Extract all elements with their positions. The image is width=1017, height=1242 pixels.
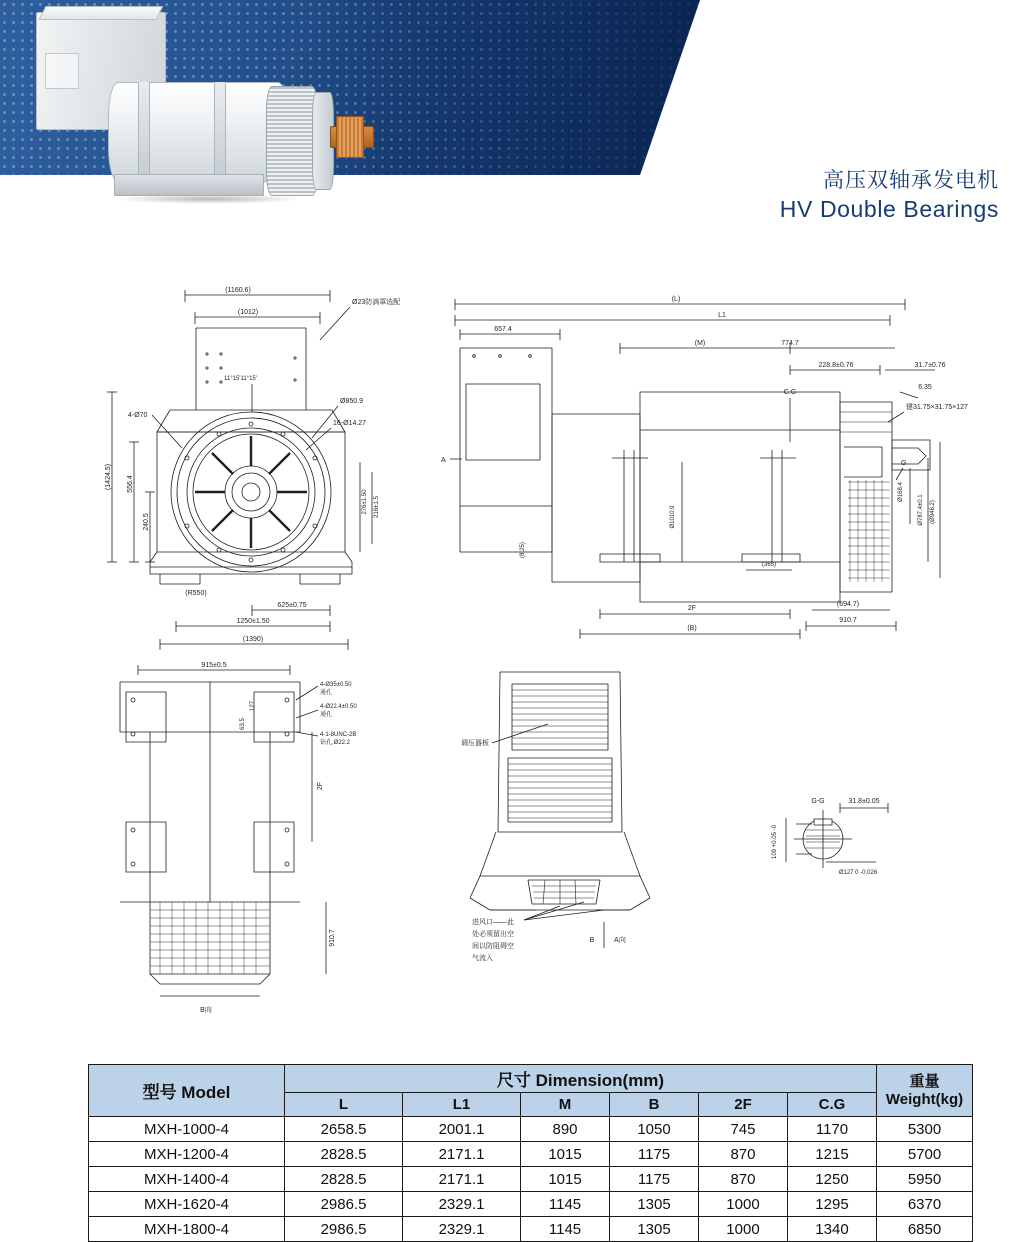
- cell-model: MXH-1400-4: [89, 1167, 285, 1192]
- frame-band-1: [138, 82, 150, 182]
- table-row: [89, 1117, 973, 1142]
- cell-2f: 1000: [699, 1192, 788, 1217]
- generator-frame: [108, 82, 288, 182]
- cell-l: 2658.5: [285, 1117, 403, 1142]
- cell-weight: 5700: [877, 1142, 973, 1167]
- svg-text:调压器板: 调压器板: [461, 740, 489, 747]
- svg-text:B向: B向: [200, 1007, 212, 1014]
- svg-text:Ø23防滴罩选配: Ø23防滴罩选配: [352, 299, 401, 306]
- svg-text:216±1.5: 216±1.5: [374, 496, 380, 518]
- svg-text:31.8±0.05: 31.8±0.05: [848, 798, 880, 805]
- cell-model: MXH-1000-4: [89, 1117, 285, 1142]
- side-view: [441, 296, 968, 639]
- col-header-dimension: 尺寸 Dimension(mm): [285, 1065, 877, 1093]
- cell-weight: 6370: [877, 1192, 973, 1217]
- cell-l: 2986.5: [285, 1192, 403, 1217]
- svg-text:A向: A向: [614, 937, 626, 944]
- svg-text:C.G: C.G: [783, 389, 797, 396]
- svg-text:(B): (B): [687, 625, 697, 632]
- bottom-view: [120, 662, 357, 1014]
- cell-cg: 1250: [787, 1167, 876, 1192]
- cell-l1: 2329.1: [403, 1217, 521, 1242]
- table-row: [89, 1217, 973, 1242]
- cell-2f: 745: [699, 1117, 788, 1142]
- svg-text:(694.7): (694.7): [836, 601, 860, 608]
- cell-b: 1175: [610, 1142, 699, 1167]
- svg-text:Ø787.4±0.1: Ø787.4±0.1: [918, 494, 924, 526]
- svg-text:910.7: 910.7: [839, 617, 857, 624]
- drawing-svg: [0, 262, 1017, 1032]
- svg-text:63.5: 63.5: [240, 718, 246, 730]
- svg-text:Ø127 0 -0.026: Ø127 0 -0.026: [838, 870, 878, 876]
- svg-text:(8.25): (8.25): [520, 542, 526, 558]
- svg-text:键31.75×31.75×127: 键31.75×31.75×127: [906, 404, 968, 411]
- col-header-model: 型号 Model: [89, 1065, 285, 1117]
- generator-photo: [18, 4, 378, 219]
- cell-l1: 2001.1: [403, 1117, 521, 1142]
- cell-2f: 870: [699, 1142, 788, 1167]
- col-header-m: M: [521, 1093, 610, 1117]
- svg-text:31.7±0.76: 31.7±0.76: [914, 362, 946, 369]
- col-header-weight-en: Weight(kg): [885, 1090, 964, 1108]
- cell-l: 2828.5: [285, 1142, 403, 1167]
- cell-m: 1145: [521, 1192, 610, 1217]
- cell-l1: 2171.1: [403, 1167, 521, 1192]
- svg-text:(M): (M): [694, 340, 706, 347]
- technical-drawing-area: [0, 262, 1017, 1032]
- cell-weight: 6850: [877, 1217, 973, 1242]
- cell-m: 1015: [521, 1167, 610, 1192]
- svg-text:钻孔,Ø22.2: 钻孔,Ø22.2: [320, 740, 351, 746]
- svg-text:1250±1.50: 1250±1.50: [236, 618, 270, 625]
- generator-base: [114, 174, 264, 196]
- table-body: [89, 1117, 973, 1242]
- svg-text:气流入: 气流入: [472, 955, 493, 962]
- cell-l1: 2329.1: [403, 1192, 521, 1217]
- svg-text:Ø850.9: Ø850.9: [340, 398, 363, 405]
- svg-text:11°15'11°15': 11°15'11°15': [224, 376, 257, 382]
- cell-weight: 5300: [877, 1117, 973, 1142]
- cell-l: 2828.5: [285, 1167, 403, 1192]
- cell-b: 1305: [610, 1192, 699, 1217]
- cell-cg: 1340: [787, 1217, 876, 1242]
- svg-text:进风口——此: 进风口——此: [472, 919, 514, 926]
- svg-text:(Ø946.2): (Ø946.2): [930, 500, 936, 524]
- svg-text:657.4: 657.4: [494, 326, 512, 333]
- svg-text:通孔: 通孔: [320, 690, 333, 696]
- cell-weight: 5950: [877, 1167, 973, 1192]
- svg-text:4-1-8UNC-2B: 4-1-8UNC-2B: [320, 732, 357, 738]
- cell-m: 1015: [521, 1142, 610, 1167]
- col-header-weight-cn: 重量: [909, 1073, 940, 1091]
- rear-view: [461, 672, 650, 962]
- cell-m: 1145: [521, 1217, 610, 1242]
- svg-text:915±0.5: 915±0.5: [201, 662, 227, 669]
- svg-text:(1012): (1012): [237, 309, 259, 316]
- svg-text:4-Ø22.4±0.50: 4-Ø22.4±0.50: [320, 704, 357, 710]
- svg-text:Ø168.4: Ø168.4: [898, 482, 904, 502]
- table-row: [89, 1192, 973, 1217]
- svg-text:G-G: G-G: [811, 798, 825, 805]
- terminal-box-top: [39, 6, 164, 20]
- svg-text:通孔: 通孔: [320, 712, 333, 718]
- svg-text:4-Ø70: 4-Ø70: [128, 412, 148, 419]
- col-header-2f: 2F: [699, 1093, 788, 1117]
- svg-text:127: 127: [250, 700, 256, 712]
- front-view: [105, 287, 400, 650]
- cell-2f: 1000: [699, 1217, 788, 1242]
- cell-cg: 1170: [787, 1117, 876, 1142]
- cell-l1: 2171.1: [403, 1142, 521, 1167]
- cell-model: MXH-1200-4: [89, 1142, 285, 1167]
- col-header-b: B: [610, 1093, 699, 1117]
- col-header-l: L: [285, 1093, 403, 1117]
- cell-2f: 870: [699, 1167, 788, 1192]
- svg-text:276±1.50: 276±1.50: [362, 489, 368, 515]
- cell-cg: 1215: [787, 1142, 876, 1167]
- table-row: [89, 1142, 973, 1167]
- svg-text:109 +0.05 -0: 109 +0.05 -0: [772, 825, 778, 859]
- svg-text:(1160.6): (1160.6): [225, 287, 251, 294]
- air-outlet-grille: [266, 86, 318, 196]
- svg-text:Ø1010.9: Ø1010.9: [670, 505, 676, 529]
- svg-text:A: A: [441, 457, 446, 464]
- svg-text:774.7: 774.7: [781, 340, 799, 347]
- frame-band-2: [214, 82, 226, 182]
- key-section-detail: [772, 798, 888, 876]
- svg-text:6.35: 6.35: [918, 384, 932, 391]
- cell-b: 1050: [610, 1117, 699, 1142]
- table-row: [89, 1167, 973, 1192]
- svg-text:625±0.75: 625±0.75: [277, 602, 307, 609]
- page-title-en: HV Double Bearings: [779, 195, 999, 222]
- svg-text:L1: L1: [718, 312, 726, 319]
- svg-text:(1424.5): (1424.5): [105, 463, 112, 491]
- cell-l: 2986.5: [285, 1217, 403, 1242]
- cell-m: 890: [521, 1117, 610, 1142]
- cell-cg: 1295: [787, 1192, 876, 1217]
- svg-text:16-Ø14.27: 16-Ø14.27: [333, 420, 367, 427]
- svg-text:228.8±0.76: 228.8±0.76: [818, 362, 854, 369]
- table-head-row-1: [89, 1065, 973, 1093]
- svg-text:4-Ø35±0.50: 4-Ø35±0.50: [320, 682, 352, 688]
- col-header-l1: L1: [403, 1093, 521, 1117]
- svg-text:240.5: 240.5: [143, 513, 150, 531]
- cell-b: 1305: [610, 1217, 699, 1242]
- col-header-weight: [877, 1065, 973, 1117]
- svg-text:(L): (L): [671, 296, 681, 303]
- svg-text:2F: 2F: [687, 605, 697, 612]
- svg-text:(365): (365): [761, 562, 777, 568]
- svg-text:处必须留出空: 处必须留出空: [472, 931, 514, 938]
- specification-table: [88, 1064, 973, 1242]
- page-title: [780, 168, 999, 224]
- svg-text:910.7: 910.7: [329, 929, 336, 947]
- table-head: [89, 1065, 973, 1117]
- svg-text:(1390): (1390): [242, 636, 264, 643]
- svg-text:B: B: [589, 937, 595, 944]
- svg-text:2F: 2F: [317, 781, 324, 791]
- svg-text:G: G: [901, 460, 907, 467]
- cell-model: MXH-1620-4: [89, 1192, 285, 1217]
- cell-b: 1175: [610, 1167, 699, 1192]
- svg-text:556.4: 556.4: [127, 475, 134, 493]
- svg-text:(R550): (R550): [185, 590, 207, 597]
- cell-model: MXH-1800-4: [89, 1217, 285, 1242]
- svg-text:间以防阻碍空: 间以防阻碍空: [472, 943, 514, 950]
- terminal-box-panel: [45, 53, 79, 89]
- specification-table-wrap: [88, 1064, 973, 1242]
- page-title-cn: 高压双轴承发电机: [823, 169, 999, 192]
- shaft-spline: [336, 116, 364, 158]
- col-header-cg: C.G: [787, 1093, 876, 1117]
